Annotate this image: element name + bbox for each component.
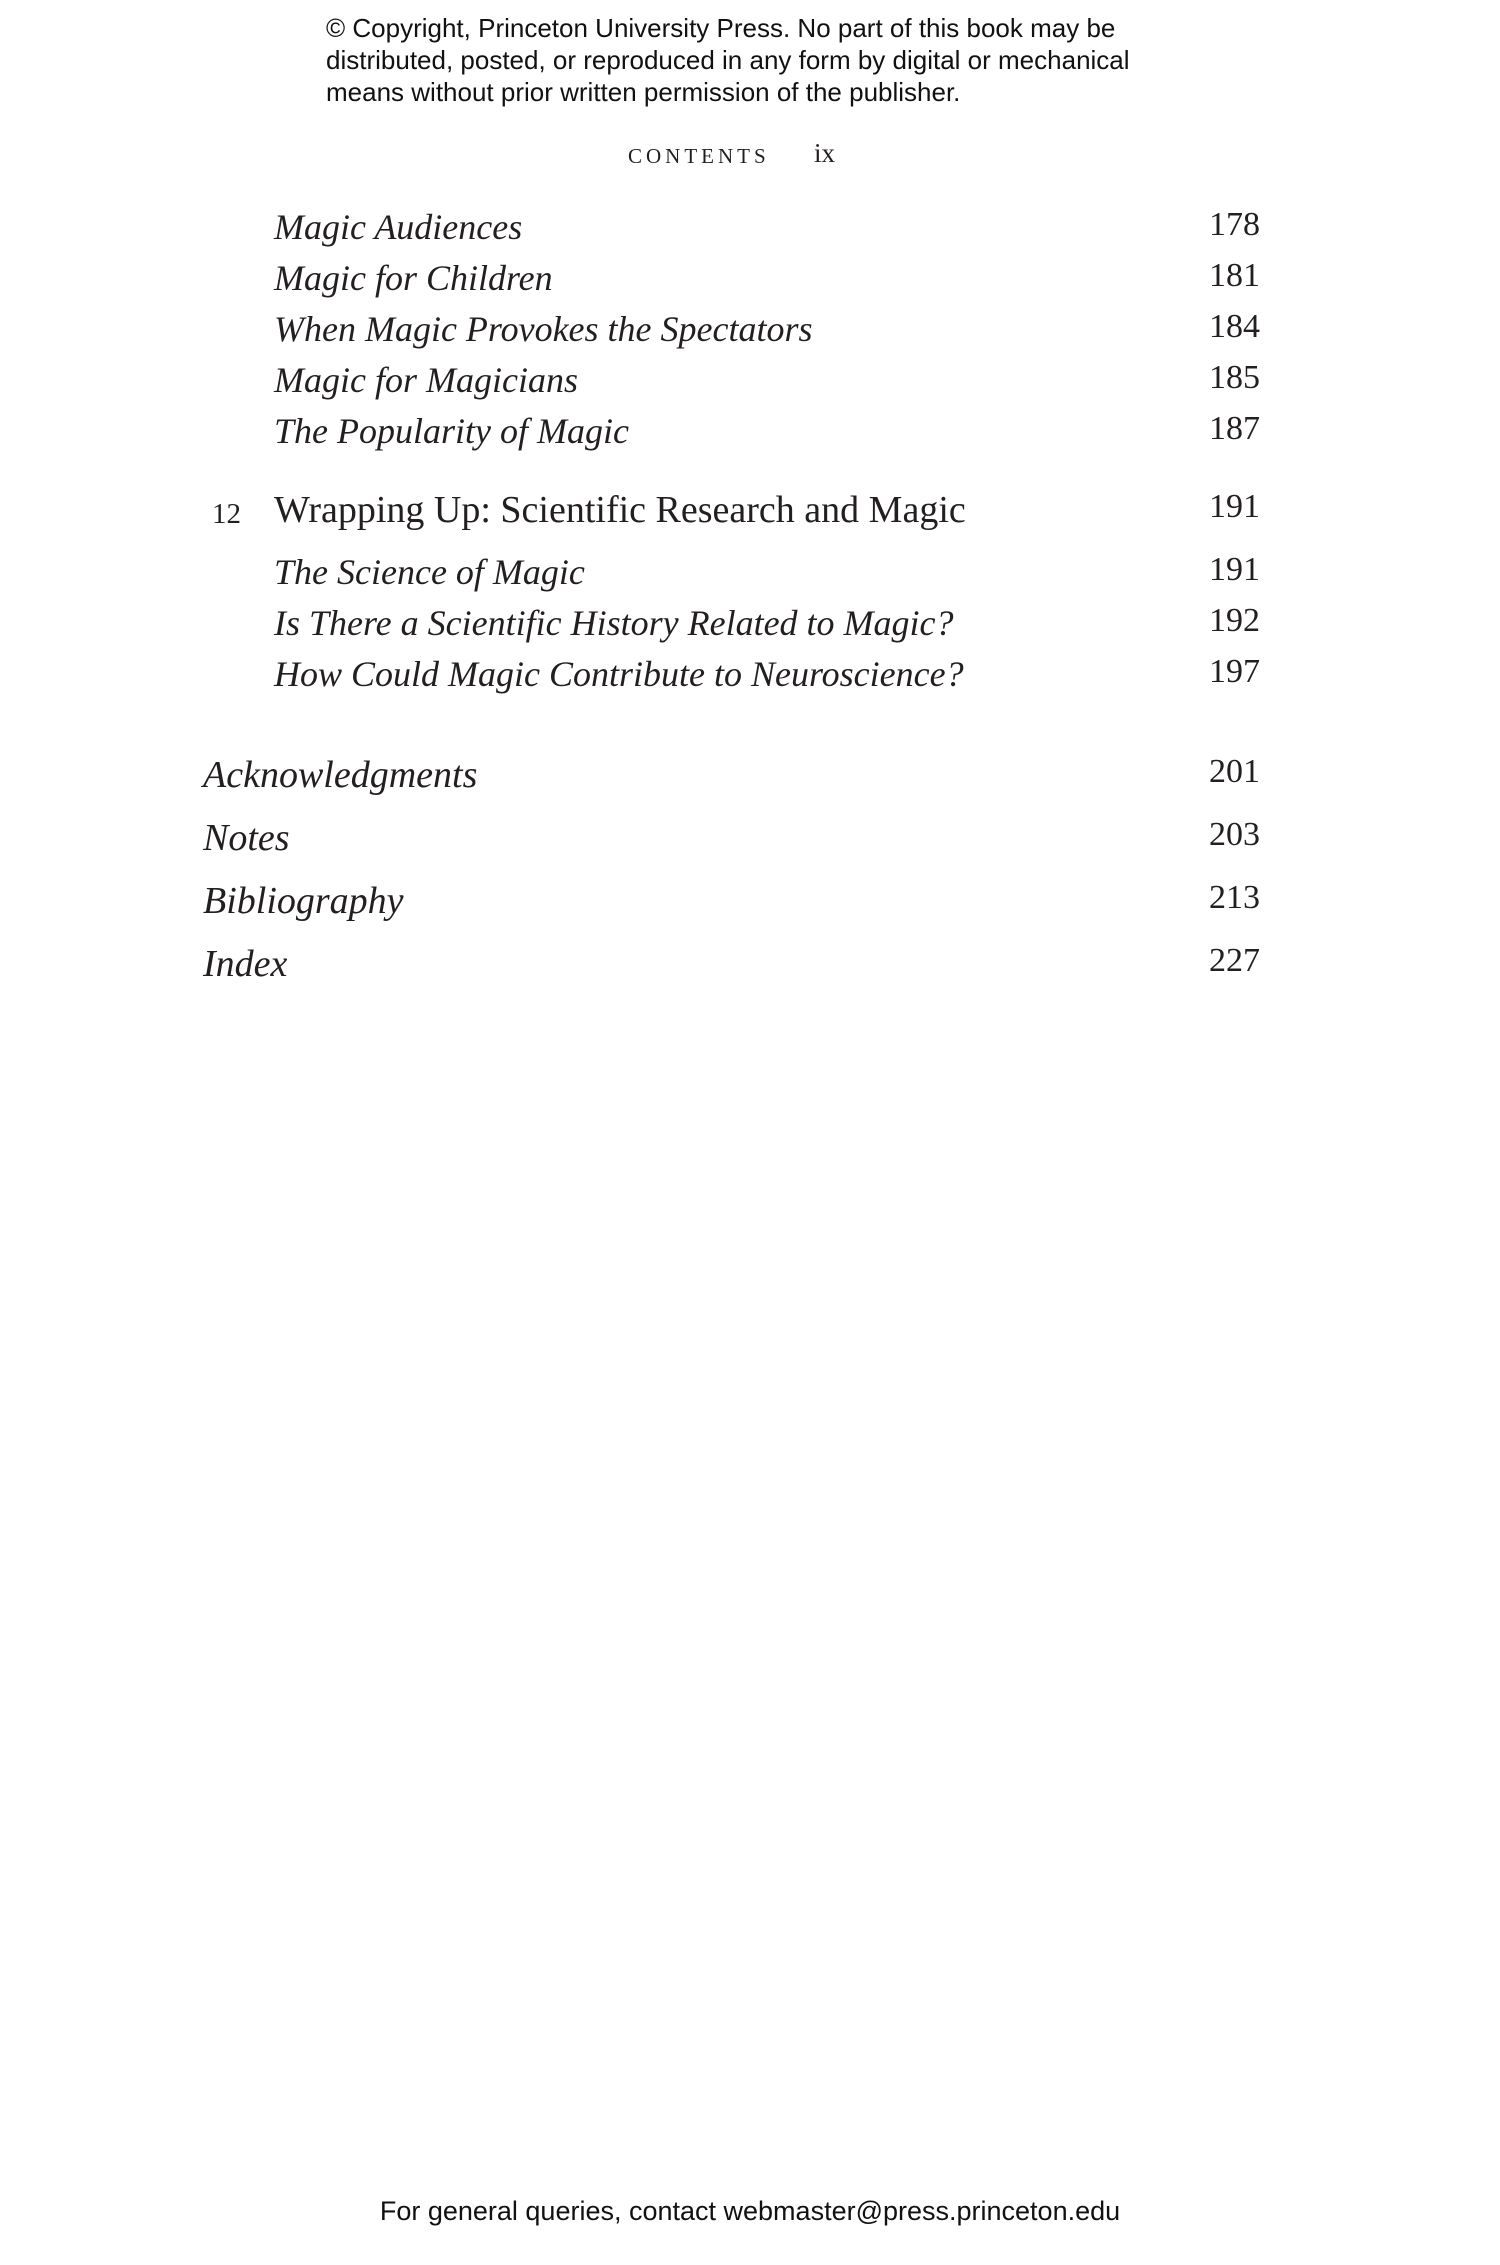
toc-entry-page: 203 <box>1209 816 1260 853</box>
toc-entry-title: Magic for Children <box>274 258 553 298</box>
toc-entry-acknowledgments[interactable] <box>0 753 1500 803</box>
toc-entry-title: Bibliography <box>203 880 404 922</box>
toc-entry-title: How Could Magic Contribute to Neuroscience? <box>274 654 964 694</box>
toc-entry-page: 213 <box>1209 879 1260 916</box>
toc-entry-magic-for-children[interactable] <box>0 257 1500 307</box>
footer-text: For general queries, contact webmaster@press.princeton.edu <box>379 2196 1121 2226</box>
running-head-label: CONTENTS <box>628 144 770 168</box>
toc-entry-when-magic-provokes[interactable] <box>0 308 1500 358</box>
copyright-line: distributed, posted, or reproduced in any form by digital or mechanical <box>326 45 1130 75</box>
toc-entry-bibliography[interactable] <box>0 879 1500 929</box>
toc-entry-scientific-history[interactable] <box>0 602 1500 652</box>
toc-entry-title: The Popularity of Magic <box>274 411 629 451</box>
chapter-number: 12 <box>212 498 241 530</box>
toc-entry-title: Magic for Magicians <box>274 360 578 400</box>
toc-entry-title: Index <box>203 943 288 985</box>
copyright-line: © Copyright, Princeton University Press. No part of this book may be <box>326 13 1116 43</box>
table-of-contents <box>0 0 1500 1100</box>
toc-entry-notes[interactable] <box>0 816 1500 866</box>
toc-entry-title: Is There a Scientific History Related to Magic? <box>274 603 954 643</box>
toc-entry-page: 192 <box>1209 602 1260 639</box>
toc-entry-title: Acknowledgments <box>203 754 478 796</box>
toc-entry-page: 191 <box>1209 488 1260 525</box>
toc-entry-page: 184 <box>1209 308 1260 345</box>
toc-entry-page: 191 <box>1209 551 1260 588</box>
toc-entry-page: 197 <box>1209 653 1260 690</box>
chapter-title: Wrapping Up: Scientific Research and Magic <box>274 489 966 531</box>
toc-entry-magic-audiences[interactable] <box>0 206 1500 256</box>
toc-chapter-12[interactable] <box>0 488 1500 538</box>
copyright-line: means without prior written permission of the publisher. <box>326 77 961 107</box>
toc-entry-page: 201 <box>1209 753 1260 790</box>
toc-entry-page: 178 <box>1209 206 1260 243</box>
toc-entry-magic-for-magicians[interactable] <box>0 359 1500 409</box>
page-number: ix <box>814 138 836 168</box>
toc-entry-title: When Magic Provokes the Spectators <box>274 309 813 349</box>
toc-entry-science-of-magic[interactable] <box>0 551 1500 601</box>
toc-entry-page: 187 <box>1209 410 1260 447</box>
toc-entry-title: The Science of Magic <box>274 552 585 592</box>
toc-entry-page: 227 <box>1209 942 1260 979</box>
toc-entry-page: 185 <box>1209 359 1260 396</box>
toc-entry-page: 181 <box>1209 257 1260 294</box>
toc-entry-title: Notes <box>203 817 290 859</box>
toc-entry-title: Magic Audiences <box>274 207 523 247</box>
footer-contact <box>0 2196 1500 2227</box>
toc-entry-magic-neuroscience[interactable] <box>0 653 1500 703</box>
toc-entry-popularity-of-magic[interactable] <box>0 410 1500 460</box>
toc-entry-index[interactable] <box>0 942 1500 992</box>
